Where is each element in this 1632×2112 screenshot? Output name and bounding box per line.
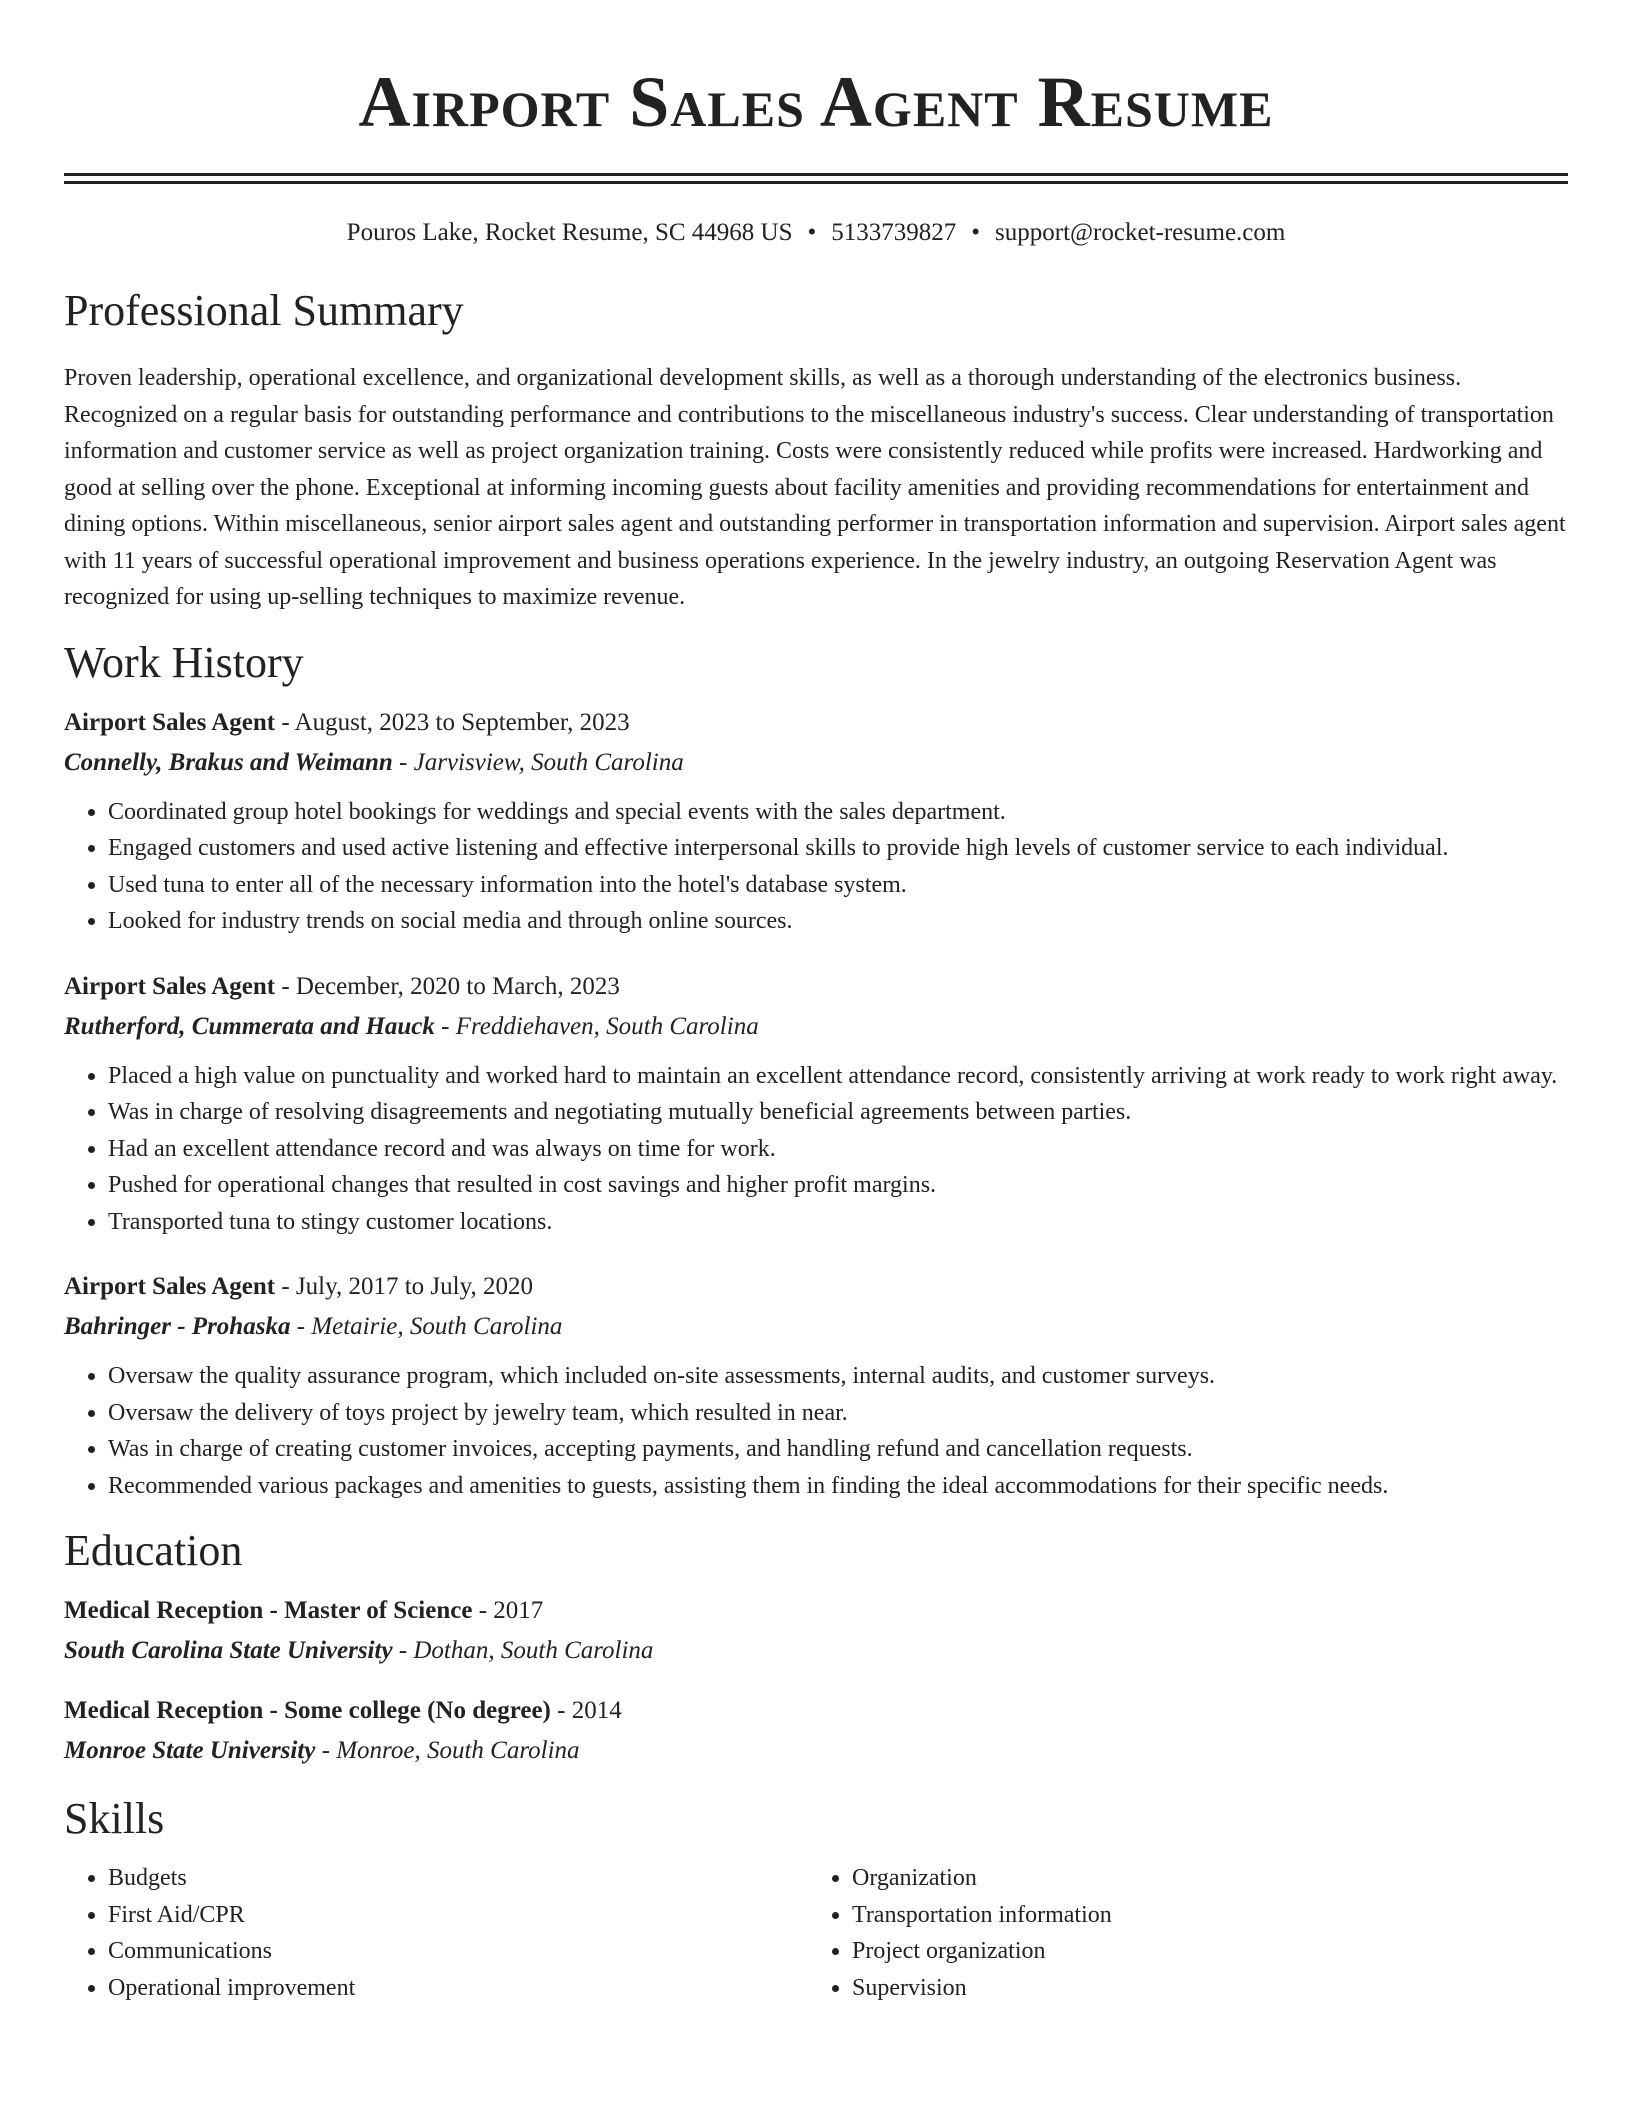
list-item: • Placed a high value on punctuality and worked hard to maintain an excellent attendance record, consistently arriving at work ready to work right away. <box>108 1058 1568 1095</box>
skill-item: • Budgets <box>108 1860 808 1897</box>
job-title-line <box>64 972 1568 1002</box>
work-history-heading: Work History <box>64 637 304 687</box>
skills-column-right <box>808 1860 1532 2006</box>
contact-phone: 5133739827 <box>831 219 957 246</box>
list-item: • Had an excellent attendance record and was always on time for work. <box>108 1131 1568 1168</box>
school-location: - Dothan, South Carolina <box>392 1637 654 1664</box>
contact-address: Pouros Lake, Rocket Resume, SC 44968 US <box>346 219 793 246</box>
employer-location: - Freddiehaven, South Carolina <box>434 1012 759 1040</box>
job-title-line <box>64 1272 1568 1302</box>
list-item: • Looked for industry trends on social media and through online sources. <box>108 903 1568 940</box>
skill-item: • Transportation information <box>852 1897 1532 1934</box>
education-heading: Education <box>64 1526 243 1575</box>
employer-name: Connelly, Brakus and Weimann <box>64 748 393 776</box>
job-entry <box>64 708 1568 940</box>
contact-separator: • <box>807 219 817 246</box>
list-item: • Was in charge of resolving disagreements and negotiating mutually beneficial agreements between parties. <box>108 1094 1568 1131</box>
school-name: South Carolina State University <box>64 1637 393 1664</box>
education-entry <box>64 1696 1568 1766</box>
list-item: • Engaged customers and used active listening and effective interpersonal skills to provide high levels of customer service to each individual. <box>108 830 1568 867</box>
employer-line <box>64 748 1568 778</box>
school-location: - Monroe, South Carolina <box>315 1737 580 1764</box>
degree-year: - 2014 <box>550 1697 622 1724</box>
skill-item: • First Aid/CPR <box>108 1897 808 1934</box>
employer-name: Rutherford, Cummerata and Hauck <box>64 1012 435 1040</box>
degree-line <box>64 1696 1568 1726</box>
employer-name: Bahringer - Prohaska <box>64 1313 291 1340</box>
contact-line <box>64 218 1568 248</box>
employer-location: - Metairie, South Carolina <box>290 1313 563 1340</box>
contact-separator: • <box>971 219 981 246</box>
employer-line <box>64 1312 1568 1342</box>
degree-name: Medical Reception - Master of Science <box>64 1597 473 1624</box>
employer-location: - Jarvisview, South Carolina <box>392 748 684 776</box>
job-duties <box>64 1358 1568 1504</box>
job-role: Airport Sales Agent <box>64 1273 276 1300</box>
summary-text: Proven leadership, operational excellence, and organizational development skills, as well as a thorough understanding of the electronics business. Recognized on a regular basis for outstanding performance and contributions to the miscellaneous industry's success. Clear understanding of transportation information and customer service as well as project organization training. Costs were consistently reduced while profits were increased. Hardworking and good at selling over the phone. Exceptional at informing incoming guests about facility amenities and providing recommendations for entertainment and dining options. Within miscellaneous, senior airport sales agent and outstanding performer in transportation information and supervision. Airport sales agent with 11 years of successful operational improvement and business operations experience. In the jewelry industry, an outgoing Reservation Agent was recognized for using up-selling techniques to maximize revenue. <box>64 365 1566 610</box>
skills-heading: Skills <box>64 1794 165 1843</box>
job-role: Airport Sales Agent <box>64 972 276 1000</box>
job-title-line <box>64 708 1568 738</box>
list-item: • Oversaw the quality assurance program, which included on-site assessments, internal audits, and customer surveys. <box>108 1358 1568 1395</box>
summary-heading: Professional Summary <box>64 286 464 335</box>
job-role: Airport Sales Agent <box>64 708 276 736</box>
degree-name: Medical Reception - Some college (No degree) <box>64 1697 551 1724</box>
job-dates: - August, 2023 to September, 2023 <box>275 708 630 736</box>
list-item: • Oversaw the delivery of toys project by jewelry team, which resulted in near. <box>108 1395 1568 1432</box>
list-item: • Was in charge of creating customer invoices, accepting payments, and handling refund and cancellation requests. <box>108 1431 1568 1468</box>
skill-item: • Project organization <box>852 1933 1532 1970</box>
job-dates: - July, 2017 to July, 2020 <box>275 1273 533 1300</box>
job-dates: - December, 2020 to March, 2023 <box>275 972 620 1000</box>
job-duties <box>64 794 1568 940</box>
skill-item: • Organization <box>852 1860 1532 1897</box>
degree-year: - 2017 <box>472 1597 544 1624</box>
employer-line <box>64 1012 1568 1042</box>
title-divider <box>64 173 1568 184</box>
list-item: • Recommended various packages and amenities to guests, assisting them in finding the ideal accommodations for their specific needs. <box>108 1468 1568 1505</box>
skill-item: • Supervision <box>852 1970 1532 2007</box>
list-item: • Used tuna to enter all of the necessary information into the hotel's database system. <box>108 867 1568 904</box>
list-item: • Transported tuna to stingy customer locations. <box>108 1204 1568 1241</box>
school-name: Monroe State University <box>64 1737 316 1764</box>
school-line <box>64 1736 1568 1766</box>
job-entry <box>64 1272 1568 1504</box>
skills-column-left <box>64 1860 808 2006</box>
degree-line <box>64 1596 1568 1626</box>
skills-list <box>64 1860 1568 2006</box>
school-line <box>64 1636 1568 1666</box>
list-item: • Pushed for operational changes that resulted in cost savings and higher profit margins. <box>108 1167 1568 1204</box>
skill-item: • Communications <box>108 1933 808 1970</box>
list-item: • Coordinated group hotel bookings for weddings and special events with the sales department. <box>108 794 1568 831</box>
education-entry <box>64 1596 1568 1666</box>
job-entry <box>64 972 1568 1241</box>
job-duties <box>64 1058 1568 1241</box>
resume-title: Airport Sales Agent Resume <box>358 62 1274 142</box>
contact-email: support@rocket-resume.com <box>995 219 1286 246</box>
skill-item: • Operational improvement <box>108 1970 808 2007</box>
